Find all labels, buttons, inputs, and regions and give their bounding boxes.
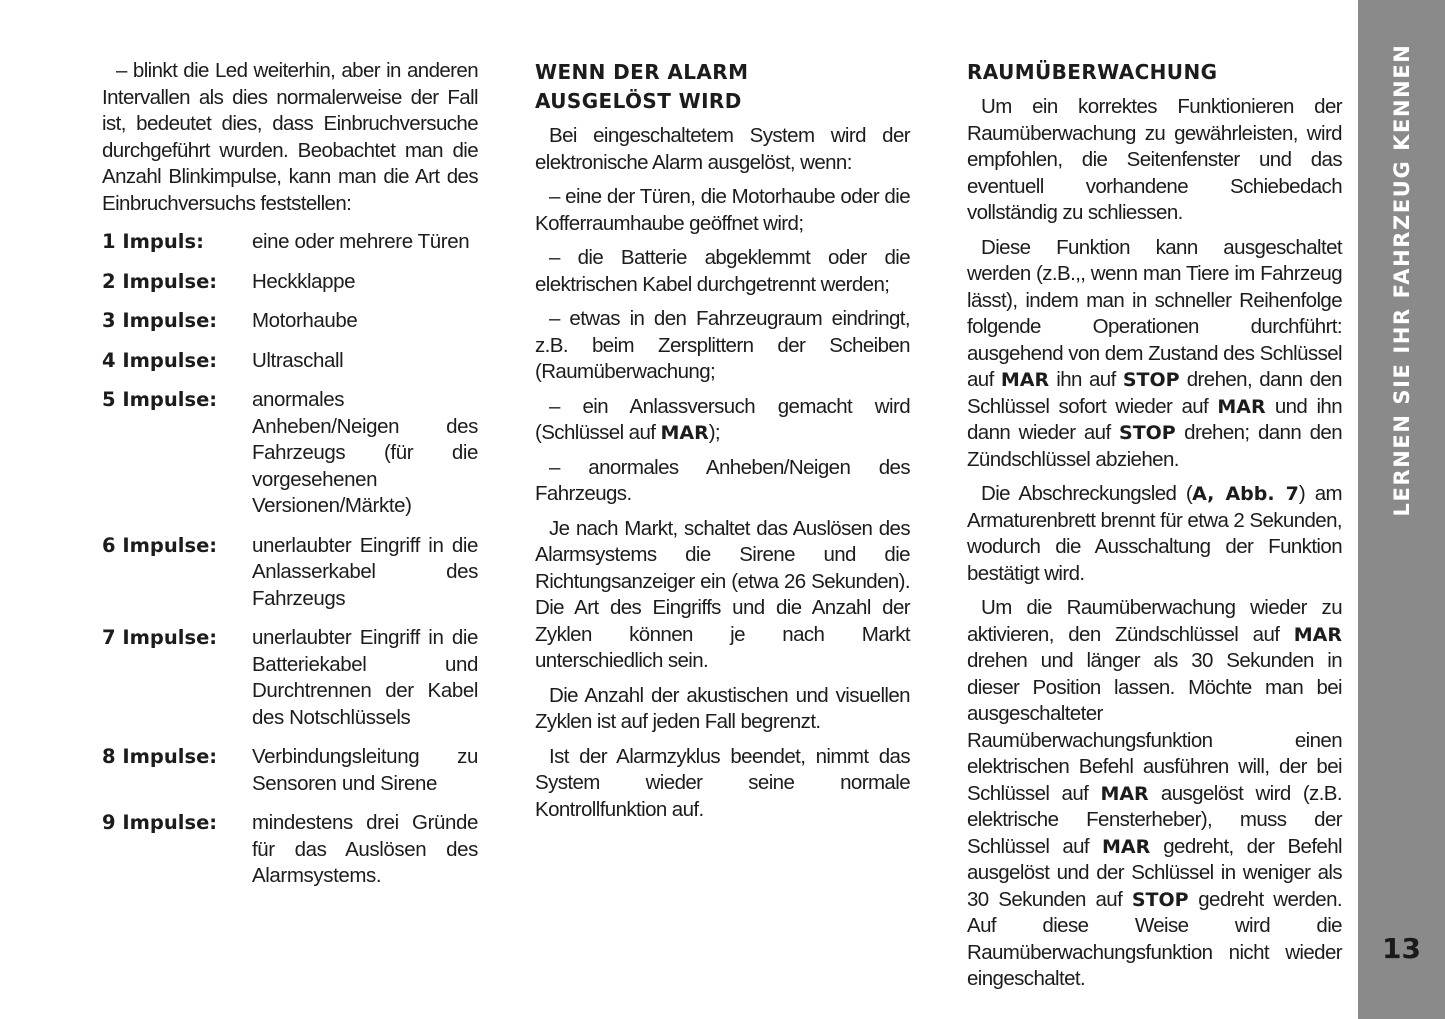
alarm-heading-line1: WENN DER ALARM <box>535 60 749 84</box>
pulse-text: unerlaubter Eingriff in die Batteriekabel und Durchtrennen der Kabel des Notschlüssels <box>252 626 478 729</box>
pulse-label: 5 Impulse: <box>102 388 218 411</box>
pulse-label: 1 Impuls: <box>102 230 204 253</box>
pulse-text: anormales Anheben/Neigen des Fahrzeugs (für die vorgesehenen Versionen/Märkte) <box>252 388 478 517</box>
pulse-label: 7 Impulse: <box>102 626 218 649</box>
figure-reference: A, Abb. 7 <box>1192 483 1299 505</box>
room-paragraph-3 <box>967 481 1342 587</box>
text-run: – ein Anlassversuch gemacht wird (Schlüssel auf <box>535 394 910 444</box>
key-position-stop: STOP <box>1119 422 1176 444</box>
key-position-mar: MAR <box>1100 782 1149 805</box>
key-position-mar: MAR <box>1293 623 1342 646</box>
alarm-paragraph-2: – eine der Türen, die Motorhaube oder die Kofferraumhaube geöffnet wird; <box>535 185 910 235</box>
pulse-text: eine oder mehrere Türen <box>252 230 470 253</box>
text-run: drehen und länger als 30 Sekunden in dieser Position lassen. Möchte man bei ausgeschalteter Raumüberwachungsfunktion einen elektrischen Befehl ausführen will, der bei Schlüssel auf <box>967 649 1342 805</box>
alarm-paragraph-3: – die Batterie abgeklemmt oder die elektrischen Kabel durchgetrennt werden; <box>535 246 910 296</box>
pulse-text: Verbindungsleitung zu Sensoren und Sirene <box>252 745 478 795</box>
key-position-stop: STOP <box>1122 369 1180 391</box>
alarm-paragraph-7: Je nach Markt, schaltet das Auslösen des Alarmsystems die Sirene und die Richtungsanzeiger ein (etwa 26 Sekunden). Die Art des Eingriffs und die Anzahl der Zyklen können je nach Markt unterschiedlich sein. <box>535 516 910 672</box>
pulse-text: Ultraschall <box>252 348 344 372</box>
key-position-mar: MAR <box>660 422 709 444</box>
pulse-text: Motorhaube <box>252 309 358 332</box>
pulse-row <box>102 348 478 375</box>
column-left <box>102 58 478 903</box>
text-run: Die Abschreckungsled ( <box>981 482 1193 505</box>
text-run: Diese Funktion kann ausgeschaltet werden (z.B.,, wenn man Tiere im Fahrzeug lässt), indem man in schneller Reihenfolge folgende Operationen durchführt: ausgehend von dem Zustand des Schlüssel auf <box>967 235 1342 391</box>
key-position-mar: MAR <box>1000 369 1050 391</box>
text-run: ); <box>708 421 721 444</box>
key-position-mar: MAR <box>1102 835 1151 858</box>
pulse-row <box>102 269 478 296</box>
text-run: Um die Raumüberwachung wieder zu aktivieren, den Zündschlüssel auf <box>967 596 1342 646</box>
pulse-label: 4 Impulse: <box>102 348 218 372</box>
alarm-paragraph-6: – anormales Anheben/Neigen des Fahrzeugs. <box>535 455 910 505</box>
pulse-row <box>102 625 478 731</box>
key-position-stop: STOP <box>1131 888 1189 911</box>
text-run: ) am Armaturenbrett brennt für etwa 2 Sekunden, wodurch die Ausschaltung der Funktion bestätigt wird. <box>967 482 1342 585</box>
text-run: drehen; dann den Zündschlüssel abziehen. <box>967 421 1342 471</box>
pulse-text: mindestens drei Gründe für das Auslösen des Alarmsystems. <box>252 811 478 887</box>
pulse-label: 3 Impulse: <box>102 309 218 332</box>
page-number: 13 <box>1382 932 1421 965</box>
text-run: gedreht, der Befehl ausgelöst und der Schlüssel in weniger als 30 Sekunden auf <box>967 834 1342 911</box>
pulse-text: unerlaubter Eingriff in die Anlasserkabel des Fahrzeugs <box>252 533 478 610</box>
pulse-row <box>102 744 478 797</box>
alarm-heading-line2: AUSGELÖST WIRD <box>535 89 742 113</box>
alarm-paragraph-8: Die Anzahl der akustischen und visuellen Zyklen ist auf jeden Fall begrenzt. <box>535 683 910 733</box>
pulse-label: 9 Impulse: <box>102 811 218 834</box>
text-run: ausgelöst wird (z.B. elektrische Fensterheber), muss der Schlüssel auf <box>967 781 1342 858</box>
room-paragraph-2 <box>967 235 1342 474</box>
pulse-label: 6 Impulse: <box>102 533 218 557</box>
pulse-row <box>102 810 478 890</box>
pulse-row <box>102 387 478 520</box>
alarm-paragraph-4: – etwas in den Fahrzeugraum eindringt, z.B. beim Zersplittern der Scheiben (Raumüberwachung; <box>535 307 910 383</box>
alarm-paragraph-1: Bei eingeschaltetem System wird der elektronische Alarm ausgelöst, wenn: <box>535 124 910 174</box>
column-right <box>967 58 1342 1001</box>
alarm-paragraph-9: Ist der Alarmzyklus beendet, nimmt das System wieder seine normale Kontrollfunktion auf. <box>535 744 910 821</box>
pulse-text: Heckklappe <box>252 269 356 293</box>
pulse-row <box>102 308 478 335</box>
text-run: ihn auf <box>1049 368 1123 391</box>
column-middle <box>535 58 910 831</box>
room-paragraph-4 <box>967 595 1342 993</box>
text-run: gedreht werden. Auf diese Weise wird die Raumüberwachungsfunktion nicht wieder eingeschaltet. <box>967 887 1342 990</box>
intro-paragraph: – blinkt die Led weiterhin, aber in anderen Intervallen als dies normalerweise der Fall ist, bedeutet dies, dass Einbruchversuche durchgeführt wurden. Beobachtet man die Anzahl Blinkimpulse, kann man die Art des Einbruchversuchs feststellen: <box>102 59 478 215</box>
text-run: drehen, dann den Schlüssel sofort wieder auf <box>967 368 1342 418</box>
alarm-paragraph-5 <box>535 394 910 447</box>
key-position-mar: MAR <box>1217 395 1266 418</box>
room-monitoring-heading: RAUMÜBERWACHUNG <box>967 60 1218 84</box>
text-run: und ihn dann wieder auf <box>967 394 1343 444</box>
pulse-label: 2 Impulse: <box>102 269 218 293</box>
alarm-heading <box>535 58 910 116</box>
chapter-title: LERNEN SIE IHR FAHRZEUG KENNEN <box>1389 43 1414 517</box>
pulse-row <box>102 229 478 256</box>
room-paragraph-1: Um ein korrektes Funktionieren der Raumüberwachung zu gewährleisten, wird empfohlen, die Seitenfenster und das eventuell vorhandene Schiebedach vollständig zu schliessen. <box>967 95 1342 224</box>
pulse-label: 8 Impulse: <box>102 745 218 768</box>
pulse-row <box>102 533 478 613</box>
